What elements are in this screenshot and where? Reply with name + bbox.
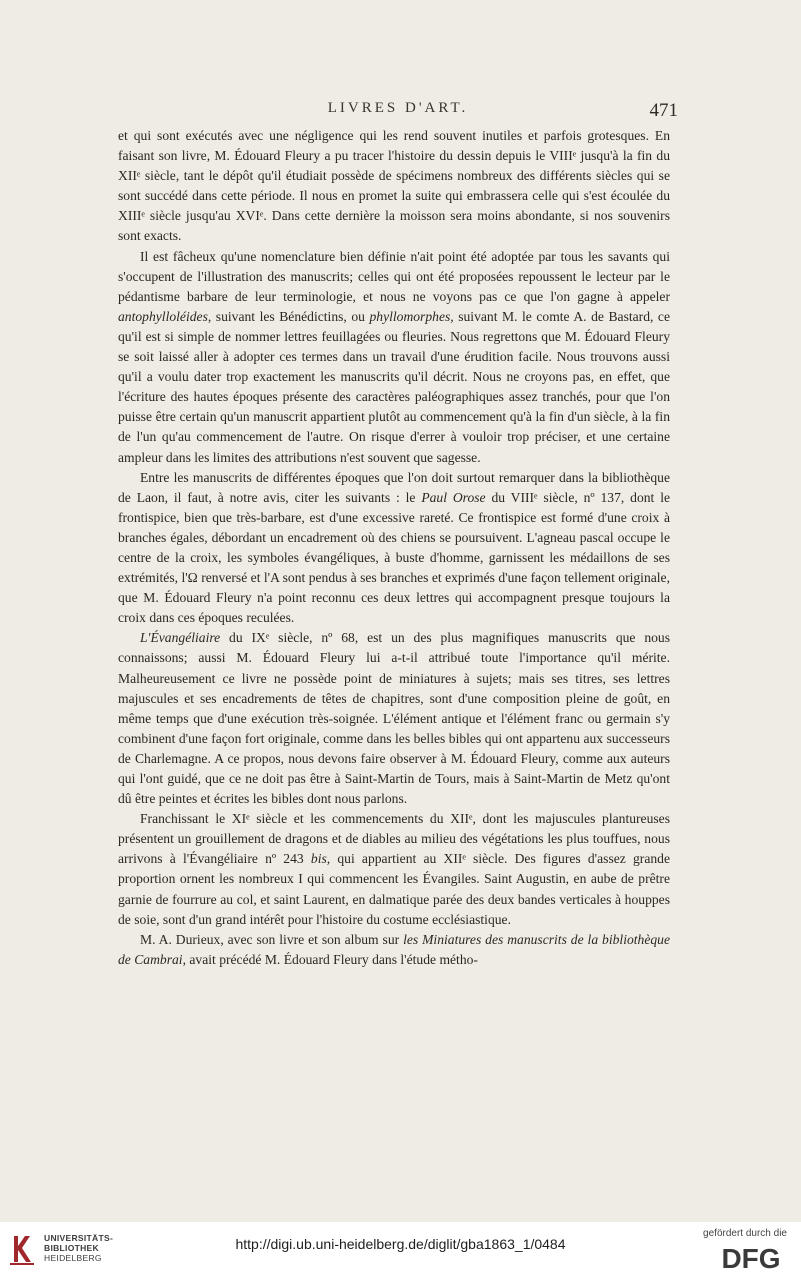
paragraph-2-text-c: suivant M. le comte A. de Bastard, ce qu'il est si simple de nommer lettres feuillagées ou fleuries. Nous regrettons que M. Édouard Fleury se soit laissé aller à adopter ces termes dans un travail d'une érudition facile. Nous trouvons aussi qu'il a voulu dater trop exactement les manuscrits qu'il décrit. Nous ne croyons pas, en effet, que l'écriture des hautes époques présente des caractères paléographiques assez tranchés, pour que l'on puisse être certain qu'un manuscrit appartient plutôt au commencement qu'à la fin d'un siècle, à la fin de l'un qu'au commencement de l'autre. On risque d'errer à vouloir trop préciser, et une certaine ampleur dans les limites des attributions n'est souvent que sagesse. [118,308,670,465]
paragraph-5-text-b: qui appartient au XIIᵉ siècle. Des figures d'assez grande proportion ornent les nombreux I qui commencent les Évangiles. Saint Augustin, en aube de prêtre garnie de fourrure au col, et saint Laurent, en dalmatique parée des deux bandes verticales à houppes de soie, sont d'un grand intérêt pour l'histoire du costume ecclésiastique. [118,851,670,927]
paragraph-4-italic-1: L'Évangéliaire [140,630,221,646]
paragraph-5-text-a: Franchissant le XIᵉ siècle et les commencements du XIIᵉ, dont les majuscules plantureuses présentent un grouillement de dragons et de diables au milieu des végétations les plus touffues, nous arrivons à l'Évangéliaire nº 243 [118,811,670,867]
paragraph-4 [118,628,670,809]
paragraph-5-italic-1: bis, [310,851,331,867]
paragraph-2-text-b: , suivant les Bénédictins, ou [207,308,370,324]
page-number: 471 [649,100,678,121]
body-text [118,126,670,970]
library-name-line-3: HEIDELBERG [44,1253,102,1263]
viewer-footer [0,1222,801,1278]
paragraph-3-text-b: du VIIIᵉ siècle, nº 137, dont le frontispice, bien que très-barbare, est d'une excessive rareté. Ce frontispice est formé d'une croix à branches égales, débordant un encadrement où des chiens se poursuivent. L'agneau pascal occupe le centre de la croix, les symboles évangéliques, à buste d'homme, garnissent les médaillons de ses extrémités, l'Ω renversé et l'A sont pendus à ses branches et exprimés d'une façon tellement originale, que M. Édouard Fleury n'a point reconnu ces deux lettres qui accompagnent presque toujours la croix dans ces époques reculées. [118,489,670,626]
paragraph-6-text-a: M. A. Durieux, avec son livre et son album sur [140,931,404,947]
paragraph-3 [118,468,670,629]
paragraph-3-text-a: Entre les manuscrits de différentes époques que l'on doit surtout remarquer dans la bibliothèque de Laon, il faut, à notre avis, citer les suivants : le [118,469,670,505]
running-head [118,100,678,122]
funded-by-label: gefördert durch die [703,1228,787,1239]
paragraph-6 [118,930,670,970]
library-name-line-1: UNIVERSITÄTS- [44,1233,114,1243]
paragraph-2 [118,247,670,468]
dfg-logo-text: DFG [721,1243,781,1272]
paragraph-6-text-b: , avait précédé M. Édouard Fleury dans l'étude métho- [182,951,478,967]
paragraph-2-italic-1: antophylloléides [118,308,208,324]
paragraph-4-text-a: du IXᵉ siècle, nº 68, est un des plus magnifiques manuscrits que nous connaissons; aussi M. Édouard Fleury lui a-t-il attribué toute l'importance qu'il mérite. Malheureusement ce livre ne possède point de miniatures à sujets; mais ses titres, ses lettres majuscules et ses encadrements de têtes de chapitres, sont d'une composition pleine de goût, en même temps que d'une exécution très-soignée. L'élément antique et l'élément franc ou germain s'y combinent d'une façon fort originale, comme dans les belles bibles qui ont appartenu aux successeurs de Charlemagne. A ce propos, nous devons faire observer à M. Édouard Fleury, comme aux auteurs qui l'ont guidé, que ce ne doit pas être à Saint-Martin de Tours, mais à Saint-Martin de Metz qu'ont dû être peintes et écrites les bibles dont nous parlons. [118,630,670,807]
paragraph-1 [118,126,670,247]
library-name-line-2: BIBLIOTHEK [44,1243,99,1253]
paragraph-3-italic-1: Paul Orose [421,489,486,505]
paragraph-2-text-a: Il est fâcheux qu'une nomenclature bien définie n'ait point été adoptée par tous les savants qui s'occupent de l'illustration des manuscrits; celles qui ont été proposées repoussent le lecteur par le pédantisme barbare de leur terminologie, et nous ne voyons pas ce que l'on gagne à appeler [118,248,670,304]
paragraph-2-italic-2: phyllomorphes, [369,308,454,324]
paragraph-5 [118,809,670,930]
paragraph-1-text: et qui sont exécutés avec une négligence qui les rend souvent inutiles et parfois grotesques. En faisant son livre, M. Édouard Fleury a pu tracer l'histoire du dessin depuis le VIIIᵉ jusqu'à la fin du XIIᵉ siècle, tant le dépôt qu'il étudiait possède de spécimens nombreux des différents siècles qui se sont succédé dans cette période. Il nous en promet la suite qui embrassera celle qui s'est écoulée du XIIIᵉ siècle jusqu'au XVIᵉ. Dans cette dernière la moisson sera moins abondante, si nos souvenirs sont exacts. [118,128,670,244]
paragraph-6-italic-1: les Miniatures des manuscrits de la bibliothèque de Cambrai [118,931,670,967]
dfg-logo-icon[interactable] [713,1242,789,1272]
running-title: LIVRES D'ART. [327,100,469,116]
document-url[interactable]: http://digi.ub.uni-heidelberg.de/diglit/gba1863_1/0484 [235,1236,566,1252]
